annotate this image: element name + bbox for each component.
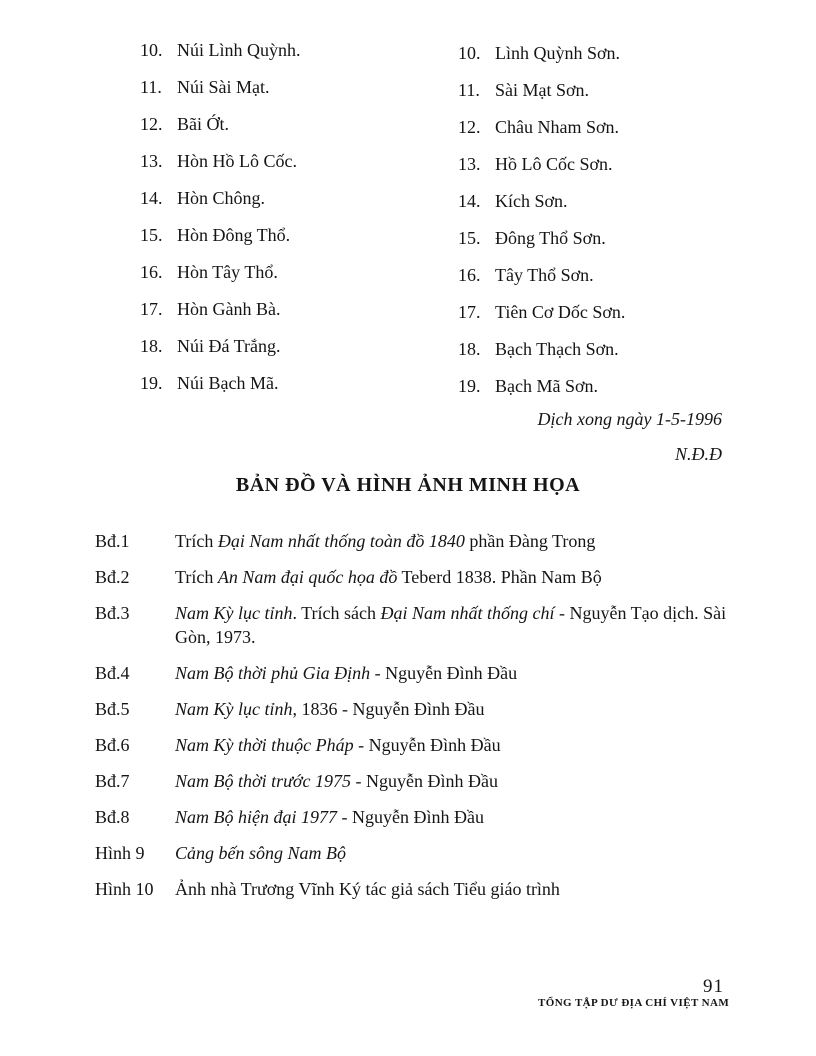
item-number: 15. — [140, 225, 163, 245]
figure-entry — [95, 529, 743, 553]
running-title: TỔNG TẬP DƯ ĐỊA CHÍ VIỆT NAM — [538, 997, 730, 1009]
item-text: Kích Sơn. — [495, 191, 568, 211]
item-text: Tây Thổ Sơn. — [495, 265, 594, 285]
item-number: 14. — [458, 191, 481, 211]
page-number: 91 — [703, 976, 724, 997]
place-name-list-right — [458, 35, 778, 405]
item-number: 16. — [140, 262, 163, 282]
item-number: 13. — [140, 151, 163, 171]
item-number: 15. — [458, 228, 481, 248]
item-number: 16. — [458, 265, 481, 285]
list-item — [140, 32, 440, 69]
item-number: 19. — [140, 373, 163, 393]
item-text: Hòn Tây Thổ. — [177, 262, 278, 282]
figure-entry — [95, 565, 743, 589]
item-text: Hồ Lô Cốc Sơn. — [495, 154, 613, 174]
figure-entry — [95, 805, 743, 829]
figure-title: Nam Bộ thời phủ Gia Định - Nguyễn Đình Đầu — [175, 663, 518, 683]
item-number: 10. — [458, 43, 481, 63]
item-number: 14. — [140, 188, 163, 208]
item-text: Châu Nham Sơn. — [495, 117, 620, 137]
item-number: 11. — [458, 80, 480, 100]
list-item — [140, 254, 440, 291]
signoff-initials: N.Đ.Đ — [674, 444, 722, 464]
item-text: Hòn Chông. — [177, 188, 266, 208]
list-item — [140, 291, 440, 328]
item-number: 17. — [140, 299, 163, 319]
figure-title: Cảng bến sông Nam Bộ — [175, 843, 346, 863]
list-item — [140, 365, 440, 402]
figure-label: Bđ.3 — [95, 603, 130, 623]
list-item — [458, 183, 778, 220]
list-item — [140, 180, 440, 217]
item-number: 13. — [458, 154, 481, 174]
list-item — [140, 217, 440, 254]
item-text: Hòn Hồ Lô Cốc. — [177, 151, 297, 171]
figure-label: Bđ.1 — [95, 531, 130, 551]
figure-title: Trích An Nam đại quốc họa đồ Teberd 1838. Phần Nam Bộ — [175, 567, 602, 587]
list-item — [458, 72, 778, 109]
figure-title: Nam Kỳ lục tỉnh. Trích sách Đại Nam nhất thống chí - Nguyễn Tạo dịch. Sài Gòn, 1973. — [175, 603, 727, 647]
figure-label: Bđ.4 — [95, 663, 130, 683]
list-item — [140, 106, 440, 143]
item-text: Bạch Mã Sơn. — [495, 376, 599, 396]
list-item — [458, 109, 778, 146]
item-number: 12. — [458, 117, 481, 137]
item-number: 11. — [140, 77, 162, 97]
list-item — [458, 331, 778, 368]
figure-entry — [95, 733, 743, 757]
item-text: Núi Bạch Mã. — [177, 373, 279, 393]
list-item — [458, 35, 778, 72]
figure-entry — [95, 697, 743, 721]
list-item — [458, 294, 778, 331]
item-number: 12. — [140, 114, 163, 134]
figure-entry — [95, 661, 743, 685]
item-text: Đông Thổ Sơn. — [495, 228, 606, 248]
translation-signoff — [538, 402, 722, 472]
item-text: Bãi Ớt. — [177, 114, 229, 134]
figure-title: Trích Đại Nam nhất thống toàn đồ 1840 phần Đàng Trong — [175, 531, 596, 551]
item-text: Bạch Thạch Sơn. — [495, 339, 619, 359]
figure-title: Nam Bộ thời trước 1975 - Nguyễn Đình Đầu — [175, 771, 499, 791]
item-number: 18. — [458, 339, 481, 359]
list-item — [458, 257, 778, 294]
list-item — [140, 69, 440, 106]
item-number: 18. — [140, 336, 163, 356]
figure-label: Hình 10 — [95, 879, 154, 899]
item-text: Lình Quỳnh Sơn. — [495, 43, 621, 63]
item-number: 17. — [458, 302, 481, 322]
figure-label: Bđ.2 — [95, 567, 130, 587]
figure-entry — [95, 769, 743, 793]
list-item — [458, 146, 778, 183]
item-text: Hòn Đông Thổ. — [177, 225, 291, 245]
signoff-date: Dịch xong ngày 1-5-1996 — [537, 409, 722, 429]
figure-list — [95, 529, 743, 913]
item-number: 19. — [458, 376, 481, 396]
list-item — [140, 328, 440, 365]
figure-entry — [95, 841, 743, 865]
list-item — [458, 368, 778, 405]
item-text: Hòn Gành Bà. — [177, 299, 281, 319]
figure-entry — [95, 601, 743, 649]
figure-label: Bđ.5 — [95, 699, 130, 719]
item-text: Tiên Cơ Dốc Sơn. — [495, 302, 626, 322]
section-heading: BẢN ĐỒ VÀ HÌNH ẢNH MINH HỌA — [235, 474, 581, 496]
figure-title: Nam Bộ hiện đại 1977 - Nguyễn Đình Đầu — [175, 807, 484, 827]
item-text: Sài Mạt Sơn. — [495, 80, 590, 100]
figure-title: Nam Kỳ lục tỉnh, 1836 - Nguyễn Đình Đầu — [175, 699, 485, 719]
list-item — [458, 220, 778, 257]
figure-title: Ảnh nhà Trương Vĩnh Ký tác giả sách Tiểu giáo trình — [175, 879, 560, 899]
item-number: 10. — [140, 40, 163, 60]
figure-label: Bđ.6 — [95, 735, 130, 755]
item-text: Núi Sài Mạt. — [177, 77, 270, 97]
figure-label: Bđ.7 — [95, 771, 130, 791]
list-item — [140, 143, 440, 180]
place-name-list-left — [140, 32, 440, 402]
figure-label: Hình 9 — [95, 843, 145, 863]
figure-label: Bđ.8 — [95, 807, 130, 827]
figure-title: Nam Kỳ thời thuộc Pháp - Nguyễn Đình Đầu — [175, 735, 501, 755]
figure-entry — [95, 877, 743, 901]
item-text: Núi Lình Quỳnh. — [177, 40, 301, 60]
item-text: Núi Đá Trắng. — [177, 336, 281, 356]
